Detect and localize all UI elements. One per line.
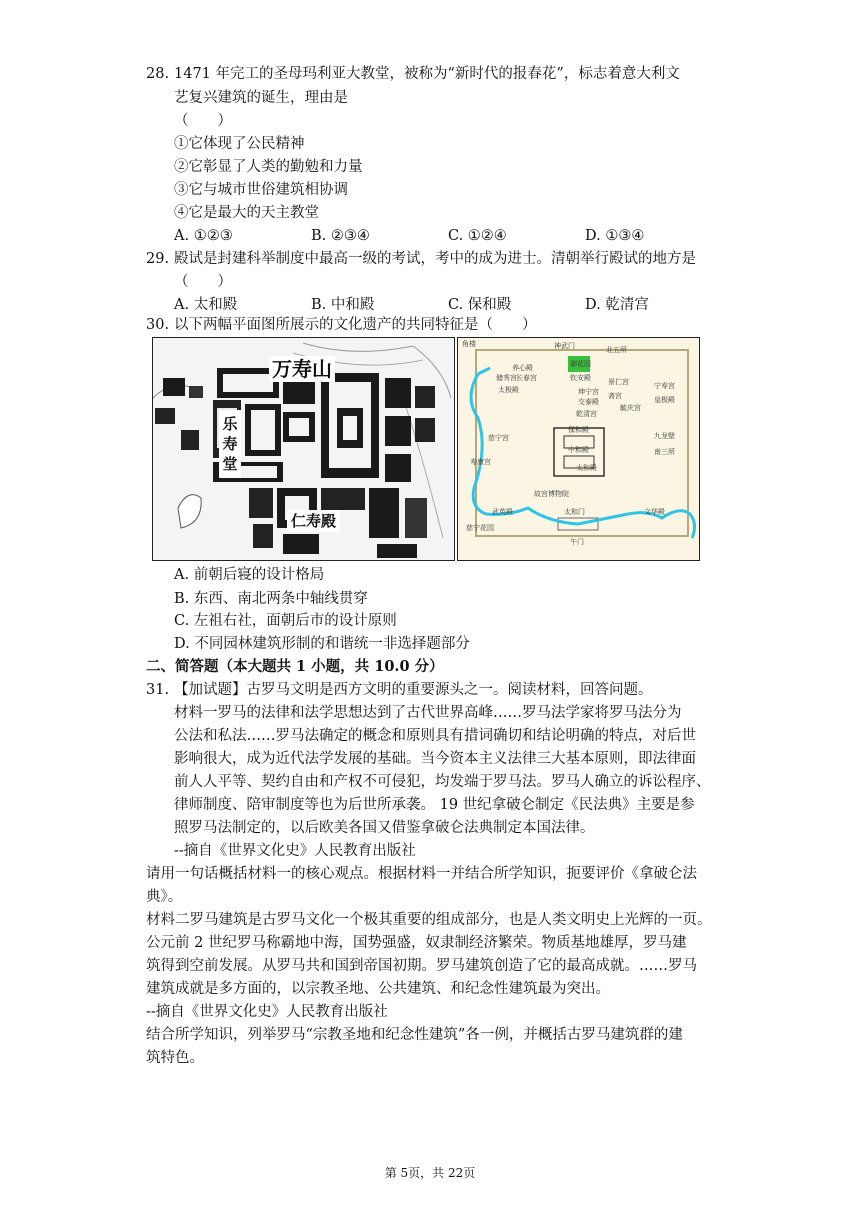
q28-item-2: ②它彰显了人类的勤勉和力量	[174, 159, 363, 175]
map-label: 交泰殿	[578, 398, 599, 406]
map-label: 宁寿宫	[654, 382, 675, 390]
q29-option-b[interactable]: B. 中和殿	[311, 297, 375, 313]
q28-blank: （ ）	[174, 113, 232, 129]
map-label: 太和殿	[576, 464, 597, 472]
map-label: 御花园	[570, 360, 591, 368]
q29-option-d[interactable]: D. 乾清宫	[585, 297, 649, 313]
map-label: 钦安殿	[570, 374, 591, 382]
q29-option-a[interactable]: A. 太和殿	[174, 297, 238, 313]
q31-material1-line: 前人人平等、契约自由和产权不可侵犯，均发端于罗马法。罗马人确立的诉讼程序、	[174, 774, 711, 790]
map-label: 寿康宫	[470, 458, 491, 466]
q31-ask1-line: 请用一句话概括材料一的核心观点。根据材料一并结合所学知识，扼要评价《拿破仑法	[146, 866, 697, 882]
map-label: 南三所	[654, 448, 675, 456]
map-label: 乾清宫	[576, 410, 597, 418]
map-label: 养心殿	[512, 364, 533, 372]
map-label: 景仁宫	[608, 378, 629, 386]
q29-blank: （ ）	[174, 274, 232, 290]
q28-line1: 28. 1471 年完工的圣母玛利亚大教堂，被称为“新时代的报春花”，标志着意大利文	[146, 66, 680, 82]
map-label: 储秀宫	[496, 374, 517, 382]
forbidden-city-plan	[457, 337, 700, 561]
renshoudian-label: 仁寿殿	[287, 510, 340, 532]
q31-material2-line: 材料二罗马建筑是古罗马文化一个极其重要的组成部分，也是人类文明史上光辉的一页。	[146, 912, 712, 928]
q31-line1: 31. 【加试题】古罗马文明是西方文明的重要源头之一。阅读材料，回答问题。	[146, 682, 653, 698]
map-label: 角楼	[462, 340, 476, 348]
q29-line1: 29. 殿试是封建科举制度中最高一级的考试，考中的成为进士。清朝举行殿试的地方是	[146, 251, 696, 267]
q28-item-1: ①它体现了公民精神	[174, 136, 305, 152]
q30-option-a[interactable]: A. 前朝后寝的设计格局	[174, 567, 325, 583]
map-label: 保和殿	[568, 426, 589, 434]
map-label: 太极殿	[498, 386, 519, 394]
q31-material2-source: --摘自《世界文化史》人民教育出版社	[146, 1004, 388, 1020]
q30-line1: 30. 以下两幅平面图所展示的文化遗产的共同特征是（ ）	[146, 317, 537, 333]
q28-option-b[interactable]: B. ②③④	[311, 228, 370, 244]
page-footer: 第 5页，共 22页	[384, 1166, 476, 1180]
map-label: 长春宫	[516, 374, 537, 382]
map-label: 神武门	[554, 342, 575, 350]
q30-option-d[interactable]: D. 不同园林建筑形制的和谐统一非选择题部分	[174, 636, 470, 652]
section2-title: 二、简答题（本大题共 1 小题，共 10.0 分）	[146, 658, 444, 675]
map-label: 慈宁宫	[488, 434, 509, 442]
map-label: 故宫博物院	[534, 490, 569, 498]
q31-material1-line: 影响很大，成为近代法学发展的基础。当今资本主义法律三大基本原则，即法律面	[174, 751, 696, 767]
map-label: 午门	[570, 538, 584, 546]
q29-option-c[interactable]: C. 保和殿	[448, 297, 512, 313]
q31-material1-line: 材料一罗马的法律和法学思想达到了古代世界高峰……罗马法学家将罗马法分为	[174, 705, 682, 721]
wanshoushan-label: 万寿山	[269, 356, 335, 382]
map-label: 九龙壁	[654, 432, 675, 440]
map-label: 慈宁花园	[466, 524, 494, 532]
q31-ask2-line: 筑特色。	[146, 1050, 204, 1066]
q31-material1-line: 律师制度、陪审制度等也为后世所承袭。 19 世纪拿破仑制定《民法典》主要是参	[174, 797, 695, 813]
q28-option-a[interactable]: A. ①②③	[174, 228, 233, 244]
q31-material2-line: 公元前 2 世纪罗马称霸地中海，国势强盛，奴隶制经济繁荣。物质基地雄厚，罗马建	[146, 935, 687, 951]
q31-material2-line: 筑得到空前发展。从罗马共和国到帝国初期。罗马建筑创造了它的最高成就。……罗马	[146, 958, 697, 974]
q30-option-c[interactable]: C. 左祖右社，面朝后市的设计原则	[174, 613, 397, 629]
q28-item-4: ④它是最大的天主教堂	[174, 205, 319, 221]
q31-material2-line: 建筑成就是多方面的，以宗教圣地、公共建筑、和纪念性建筑最为突出。	[146, 981, 610, 997]
q28-option-c[interactable]: C. ①②④	[448, 228, 507, 244]
leshoutang-label: 乐寿堂	[219, 410, 241, 478]
q31-ask1-line: 典》。	[146, 889, 183, 905]
q31-material1-line: 公法和私法……罗马法确定的概念和原则具有措词确切和结论明确的特点，对后世	[174, 728, 696, 744]
q28-option-d[interactable]: D. ①③④	[585, 228, 645, 244]
map-label: 中和殿	[568, 446, 589, 454]
q31-material1-source: --摘自《世界文化史》人民教育出版社	[174, 843, 416, 859]
map-label: 坤宁宫	[578, 388, 599, 396]
q31-ask2-line: 结合所学知识，列举罗马“宗教圣地和纪念性建筑”各一例，并概括古罗马建筑群的建	[146, 1027, 683, 1043]
summer-palace-plan	[152, 337, 455, 561]
q31-material1-line: 照罗马法制定的，以后欧美各国又借鉴拿破仑法典制定本国法律。	[174, 820, 595, 836]
map-label: 武英殿	[492, 508, 513, 516]
map-label: 皇极殿	[654, 396, 675, 404]
q30-option-b[interactable]: B. 东西、南北两条中轴线贯穿	[174, 591, 368, 607]
map-label: 太和门	[564, 508, 585, 516]
q28-item-3: ③它与城市世俗建筑相协调	[174, 182, 348, 198]
map-label: 北五所	[606, 346, 627, 354]
q28-line2: 艺复兴建筑的诞生，理由是	[174, 90, 348, 106]
map-label: 毓庆宫	[620, 404, 641, 412]
map-label: 文华殿	[644, 508, 665, 516]
map-label: 斋宫	[608, 392, 622, 400]
